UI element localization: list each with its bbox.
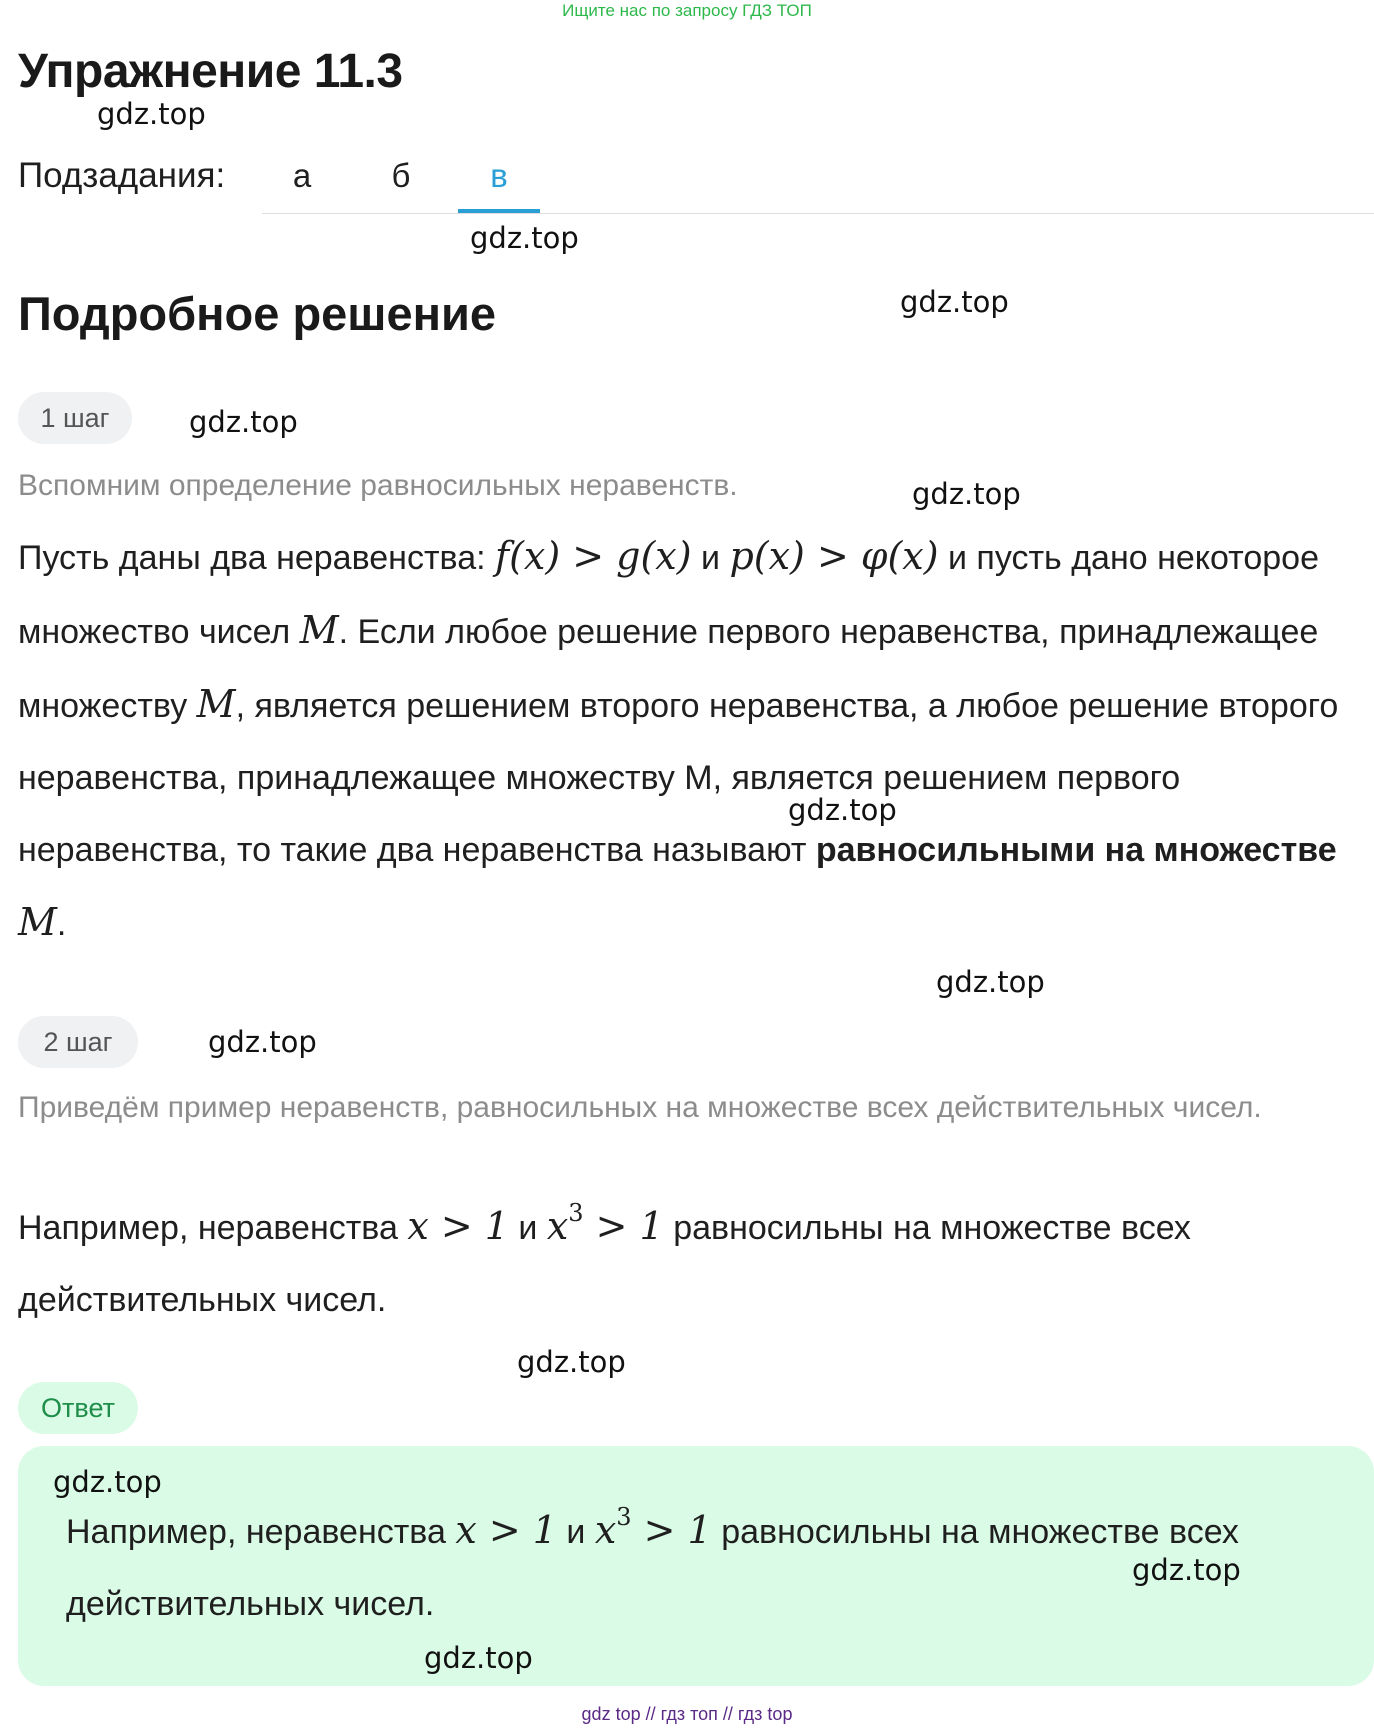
subtasks-label: Подзадания: <box>18 156 226 195</box>
active-tab-indicator <box>458 209 540 213</box>
tab-v[interactable]: в <box>490 157 508 194</box>
math-x-cubed-gt-1: $x^3 > 1$ <box>546 1199 664 1248</box>
watermark: gdz.top <box>900 285 1009 319</box>
top-banner: Ищите нас по запросу ГДЗ ТОП <box>562 1 812 20</box>
math-x-cubed-gt-1: $x^3 > 1$ <box>594 1503 712 1552</box>
section-title: Подробное решение <box>18 287 497 340</box>
definition-term: равносильными на множестве <box>815 831 1337 869</box>
step-1-text: Пусть даны два неравенства: f(x) > g(x) и p(x) > φ(x) и пусть дано некоторое множество чисел M. Если любое решение первого неравенства, принадлежащее множеству M, является решением второго неравенства, а любое решение второго неравенства, принадлежащее множеству М, является решением первого неравенства, то такие два неравенства называют равносильными на множестве M. <box>18 534 1339 944</box>
step-1-badge: 1 шаг <box>18 392 132 444</box>
watermark: gdz.top <box>97 97 206 131</box>
answer-text: Например, неравенства x > 1 и $x^3 > 1$ равносильны на множестве всех действительных чисел. <box>66 1503 1239 1623</box>
math-x-gt-1: x > 1 <box>407 1204 509 1248</box>
math-inequality-2: p(x) > φ(x) <box>729 534 939 578</box>
step-2-text: Например, неравенства x > 1 и $x^3 > 1$ равносильны на множестве всех действительных чисел. <box>18 1199 1191 1319</box>
math-x-gt-1: x > 1 <box>455 1508 557 1552</box>
step-2-badge: 2 шаг <box>18 1016 138 1068</box>
watermark: gdz.top <box>517 1345 626 1379</box>
watermark: gdz.top <box>470 221 579 255</box>
math-set-m: M <box>299 608 339 652</box>
watermark: gdz.top <box>1132 1553 1241 1587</box>
tab-b[interactable]: б <box>391 157 411 194</box>
watermark: gdz.top <box>53 1465 162 1499</box>
math-set-m: M <box>18 900 57 944</box>
watermark: gdz.top <box>912 477 1021 511</box>
step-1-hint: Вспомним определение равносильных неравенств. <box>18 469 738 502</box>
watermark: gdz.top <box>936 965 1045 999</box>
footer-links: gdz top // гдз топ // гдз top <box>581 1704 793 1724</box>
step-2-hint: Приведём пример неравенств, равносильных на множестве всех действительных чисел. <box>18 1091 1262 1124</box>
tab-a[interactable]: а <box>292 157 312 194</box>
tabs-divider <box>262 213 1374 214</box>
math-inequality-1: f(x) > g(x) <box>495 534 692 578</box>
math-set-m: M <box>196 682 236 726</box>
watermark: gdz.top <box>189 405 298 439</box>
watermark: gdz.top <box>208 1025 317 1059</box>
answer-badge: Ответ <box>18 1382 138 1434</box>
watermark: gdz.top <box>424 1641 533 1675</box>
watermark: gdz.top <box>788 793 897 827</box>
page-title: Упражнение 11.3 <box>18 45 403 98</box>
